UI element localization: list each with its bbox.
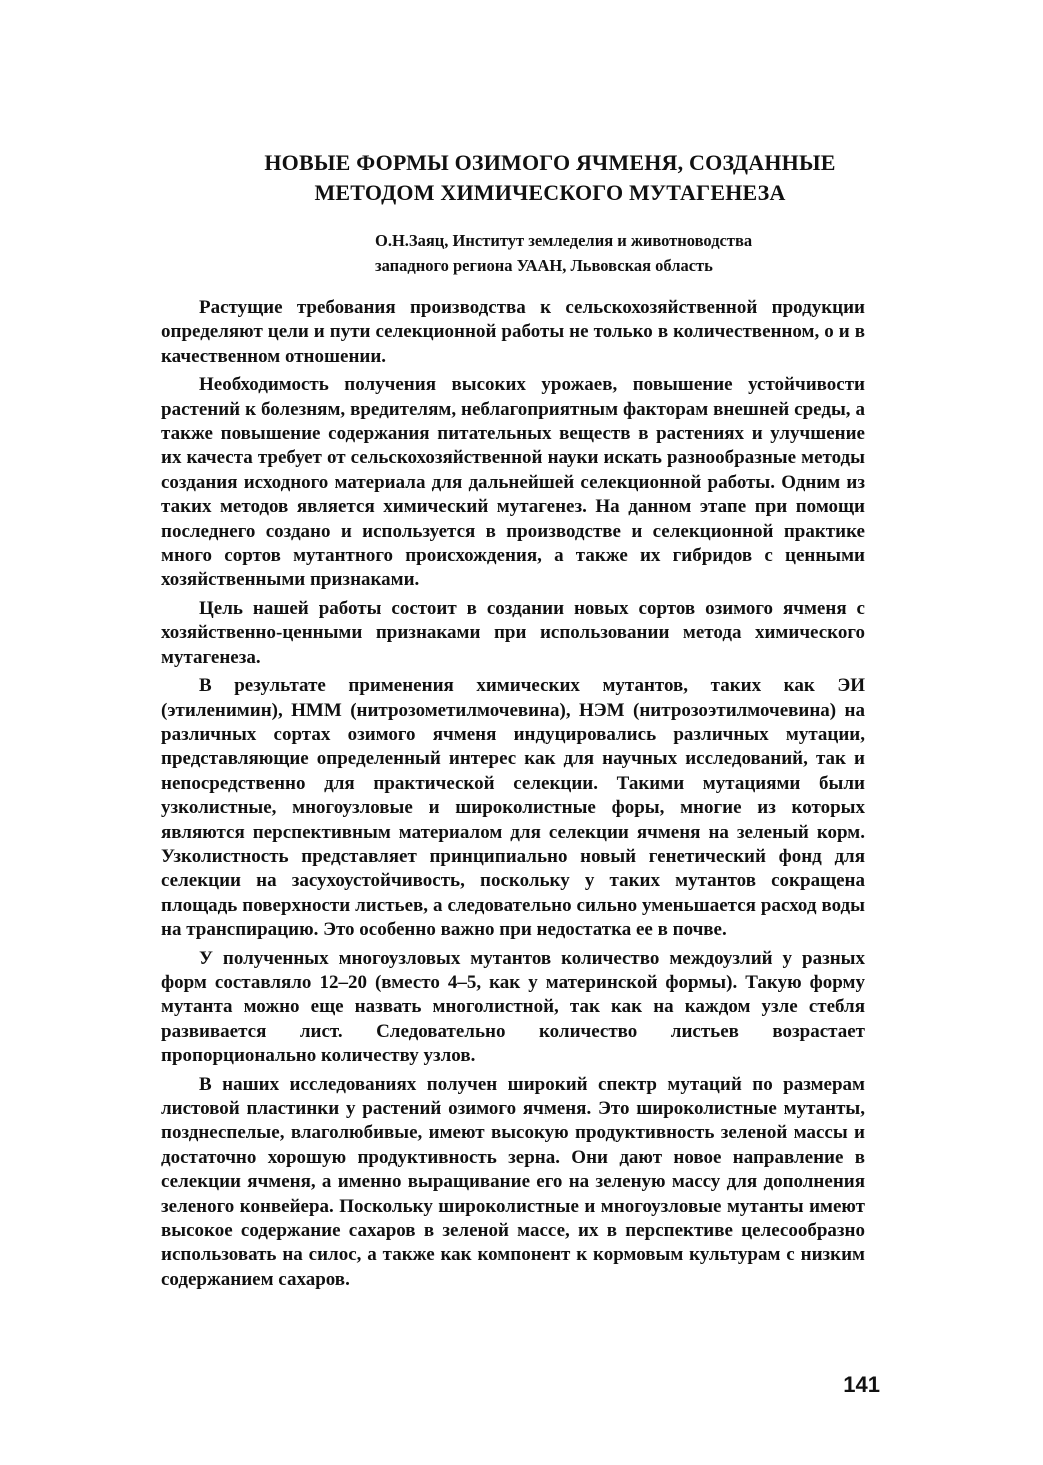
article-title-line-1: НОВЫЕ ФОРМЫ ОЗИМОГО ЯЧМЕНЯ, СОЗДАННЫЕ xyxy=(264,150,836,175)
paragraph: Необходимость получения высоких урожаев, повышение устойчивости растений к болезням, вредителям, неблагоприятным факторам внешней среды, а также повышение содержания питательных веществ в растениях и улучшение их качеста требует от сельскохозяйственной науки искать разнообразные методы создания исходного материала для дальнейшей селекционной работы. Одним из таких методов является химический мутагенез. На данном этапе при помощи последнего создано и используется в производстве и селекционной практике много сортов мутантного происхождения, а также их гибридов с ценными хозяйственными признаками. xyxy=(161,374,865,591)
article-body xyxy=(161,296,865,1296)
article-title xyxy=(150,148,950,208)
paragraph: Растущие требования производства к сельскохозяйственной продукции определяют цели и пути селекционной работы не только в количественном, о и в качественном отношении. xyxy=(161,297,865,367)
author-line-2: западного региона УААН, Львовская область xyxy=(375,256,713,275)
article-title-line-2: МЕТОДОМ ХИМИЧЕСКОГО МУТАГЕНЕЗА xyxy=(314,180,786,205)
author-affiliation xyxy=(375,228,875,278)
paragraph: В наших исследованиях получен широкий спектр мутаций по размерам листовой пластинки у растений озимого ячменя. Это широколистные мутанты, позднеспелые, влаголюбивые, имеют высокую продуктивность зеленой массы и достаточно хорошую продуктивность зерна. Они дают новое направление в селекции ячменя, а именно выращивание его на зеленую массу для дополнения зеленого конвейера. Поскольку широколистные и многоузловые мутанты имеют высокое содержание сахаров в зеленой массе, их в перспективе целесообразно использовать на силос, а также как компонент к кормовым культурам с низким содержанием сахаров. xyxy=(161,1073,865,1290)
paragraph: Цель нашей работы состоит в создании новых сортов озимого ячменя с хозяйственно-ценными признаками при использовании метода химического мутагенеза. xyxy=(161,597,865,668)
page-number: 141 xyxy=(843,1372,880,1397)
author-line-1: О.Н.Заяц, Институт земледелия и животноводства xyxy=(375,231,753,250)
paragraph: У полученных многоузловых мутантов количество междоузлий у разных форм составляло 12–20 (вместо 4–5, как у материнской формы). Такую форму мутанта можно еще назвать многолистной, так как на каждом узле стебля развивается лист. Следовательно количество листьев возрастает пропорционально количеству узлов. xyxy=(161,947,865,1067)
paragraph: В результате применения химических мутантов, таких как ЭИ (этиленимин), НММ (нитрозометилмочевина), НЭМ (нитрозоэтилмочевина) на различных сортах озимого ячменя индуцировались различных мутации, представляющие определенный интерес как для научных исследований, так и непосредственно для практической селекции. Такими мутациями были узколистные, многоузловые и широколистные форы, многие из которых являются перспективным материалом для селекции ячменя на зеленый корм. Узколистность представляет принципиально новый генетический фонд для селекции на засухоустойчивость, поскольку у таких мутантов сокращена площадь поверхности листьев, а следовательно сильно уменьшается расход воды на транспирацию. Это особенно важно при недостатка ее в почве. xyxy=(161,675,865,941)
